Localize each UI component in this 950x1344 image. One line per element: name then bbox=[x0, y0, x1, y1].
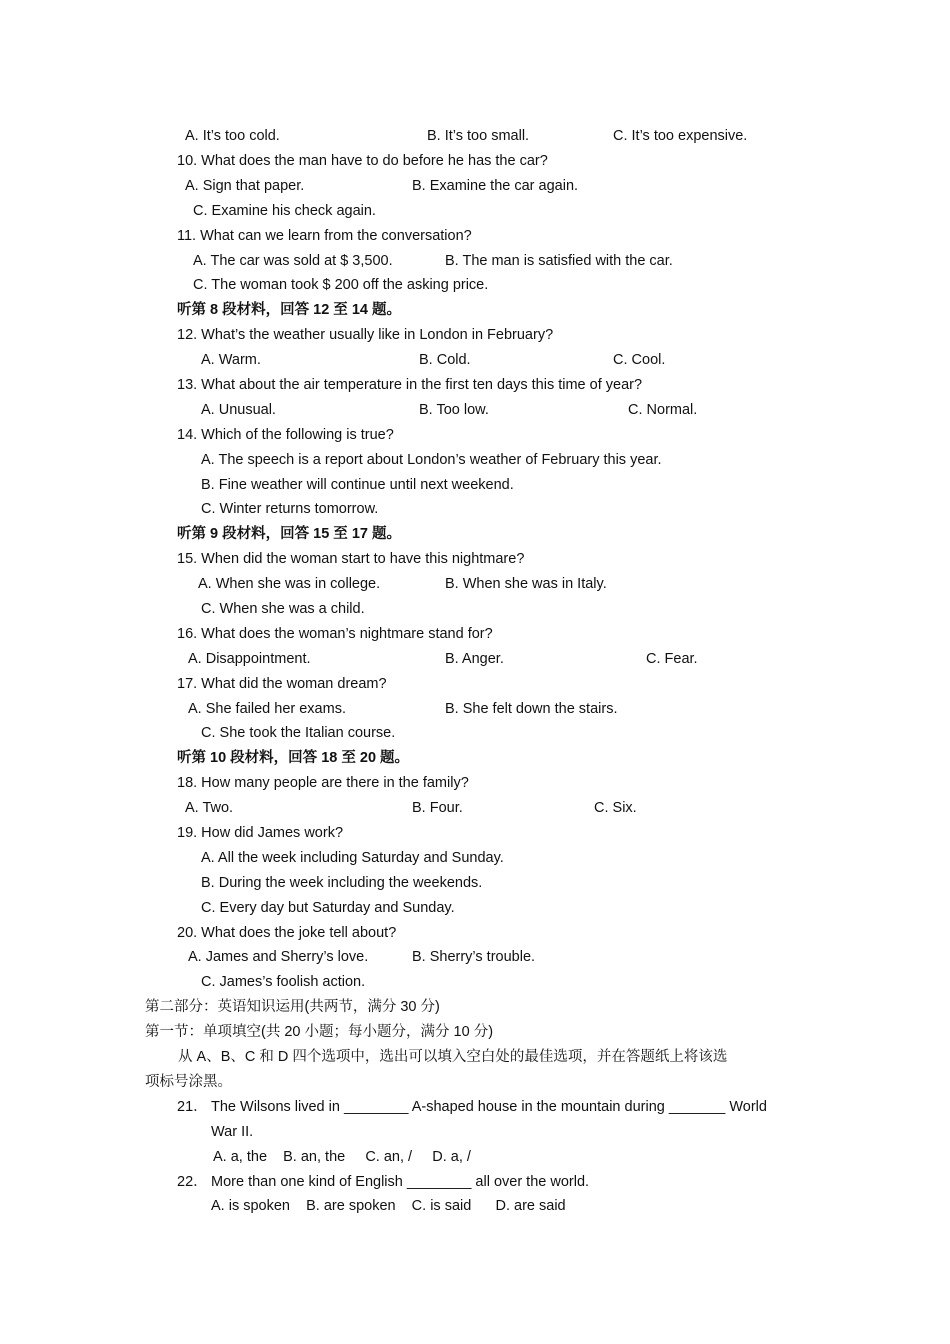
q18-option-c: C. Six. bbox=[594, 800, 637, 816]
q16-option-b: B. Anger. bbox=[445, 651, 504, 667]
q14-option-c: C. Winter returns tomorrow. bbox=[201, 501, 379, 517]
q9-option-b: B. It’s too small. bbox=[427, 128, 530, 144]
q16-stem: 16. What does the woman’s nightmare stand for? bbox=[177, 626, 493, 642]
q13-option-a: A. Unusual. bbox=[201, 402, 276, 418]
q11-stem: 11. What can we learn from the conversation? bbox=[177, 228, 472, 244]
q10-option-b: B. Examine the car again. bbox=[412, 178, 579, 194]
q20-option-b: B. Sherry’s trouble. bbox=[412, 949, 536, 965]
q17-option-b: B. She felt down the stairs. bbox=[445, 701, 618, 717]
section-8-heading: 听第 8 段材料，回答 12 至 14 题。 bbox=[177, 302, 401, 318]
q15-stem: 15. When did the woman start to have this nightmare? bbox=[177, 551, 525, 567]
q12-option-b: B. Cold. bbox=[419, 352, 471, 368]
q12-option-c: C. Cool. bbox=[613, 352, 666, 368]
q20-stem: 20. What does the joke tell about? bbox=[177, 925, 397, 941]
section-9-heading: 听第 9 段材料，回答 15 至 17 题。 bbox=[177, 526, 401, 542]
section-10-heading: 听第 10 段材料，回答 18 至 20 题。 bbox=[177, 750, 410, 766]
q22-number: 22． bbox=[177, 1174, 208, 1190]
q18-stem: 18. How many people are there in the family? bbox=[177, 775, 469, 791]
q10-option-c: C. Examine his check again. bbox=[193, 203, 376, 219]
q14-option-b: B. Fine weather will continue until next weekend. bbox=[201, 477, 514, 493]
q17-option-a: A. She failed her exams. bbox=[188, 701, 346, 717]
q18-option-a: A. Two. bbox=[185, 800, 234, 816]
part-2-section-1-title: 第一节：单项填空(共 20 小题；每小题分，满分 10 分) bbox=[145, 1024, 494, 1040]
q16-option-a: A. Disappointment. bbox=[188, 651, 311, 667]
part-2-title: 第二部分：英语知识运用(共两节，满分 30 分) bbox=[145, 999, 440, 1015]
q14-option-a: A. The speech is a report about London’s weather of February this year. bbox=[201, 452, 662, 468]
q14-stem: 14. Which of the following is true? bbox=[177, 427, 394, 443]
q10-stem: 10. What does the man have to do before he has the car? bbox=[177, 153, 548, 169]
q15-option-b: B. When she was in Italy. bbox=[445, 576, 607, 592]
q9-option-c: C. It’s too expensive. bbox=[613, 128, 748, 144]
q22-options: A. is spoken B. are spoken C. is said D. are said bbox=[211, 1198, 566, 1214]
q17-option-c: C. She took the Italian course. bbox=[201, 725, 396, 741]
instructions-line-1: 从 A、B、C 和 D 四个选项中，选出可以填入空白处的最佳选项，并在答题纸上将该选 bbox=[178, 1049, 728, 1065]
q19-option-c: C. Every day but Saturday and Sunday. bbox=[201, 900, 455, 916]
q9-option-a: A. It’s too cold. bbox=[185, 128, 280, 144]
instructions-line-2: 项标号涂黑。 bbox=[145, 1074, 232, 1090]
q12-stem: 12. What’s the weather usually like in London in February? bbox=[177, 327, 554, 343]
q19-option-a: A. All the week including Saturday and Sunday. bbox=[201, 850, 504, 866]
q11-option-b: B. The man is satisfied with the car. bbox=[445, 253, 673, 269]
q19-stem: 19. How did James work? bbox=[177, 825, 344, 841]
q17-stem: 17. What did the woman dream? bbox=[177, 676, 387, 692]
q11-option-c: C. The woman took $ 200 off the asking price. bbox=[193, 277, 489, 293]
q10-option-a: A. Sign that paper. bbox=[185, 178, 305, 194]
q20-option-c: C. James’s foolish action. bbox=[201, 974, 366, 990]
q21-stem-line-2: War II. bbox=[211, 1124, 254, 1140]
q21-options: A. a, the B. an, the C. an, / D. a, / bbox=[213, 1149, 471, 1165]
q15-option-c: C. When she was a child. bbox=[201, 601, 365, 617]
q12-option-a: A. Warm. bbox=[201, 352, 261, 368]
q13-option-b: B. Too low. bbox=[419, 402, 489, 418]
q11-option-a: A. The car was sold at $ 3,500. bbox=[193, 253, 393, 269]
q16-option-c: C. Fear. bbox=[646, 651, 698, 667]
q15-option-a: A. When she was in college. bbox=[198, 576, 381, 592]
q13-stem: 13. What about the air temperature in the first ten days this time of year? bbox=[177, 377, 643, 393]
q20-option-a: A. James and Sherry’s love. bbox=[188, 949, 369, 965]
q18-option-b: B. Four. bbox=[412, 800, 463, 816]
q19-option-b: B. During the week including the weekends. bbox=[201, 875, 483, 891]
q21-stem-line-1: The Wilsons lived in ________ A-shaped house in the mountain during _______ World bbox=[211, 1099, 767, 1115]
q21-number: 21． bbox=[177, 1099, 208, 1115]
q13-option-c: C. Normal. bbox=[628, 402, 698, 418]
q22-stem: More than one kind of English ________ all over the world. bbox=[211, 1174, 590, 1190]
